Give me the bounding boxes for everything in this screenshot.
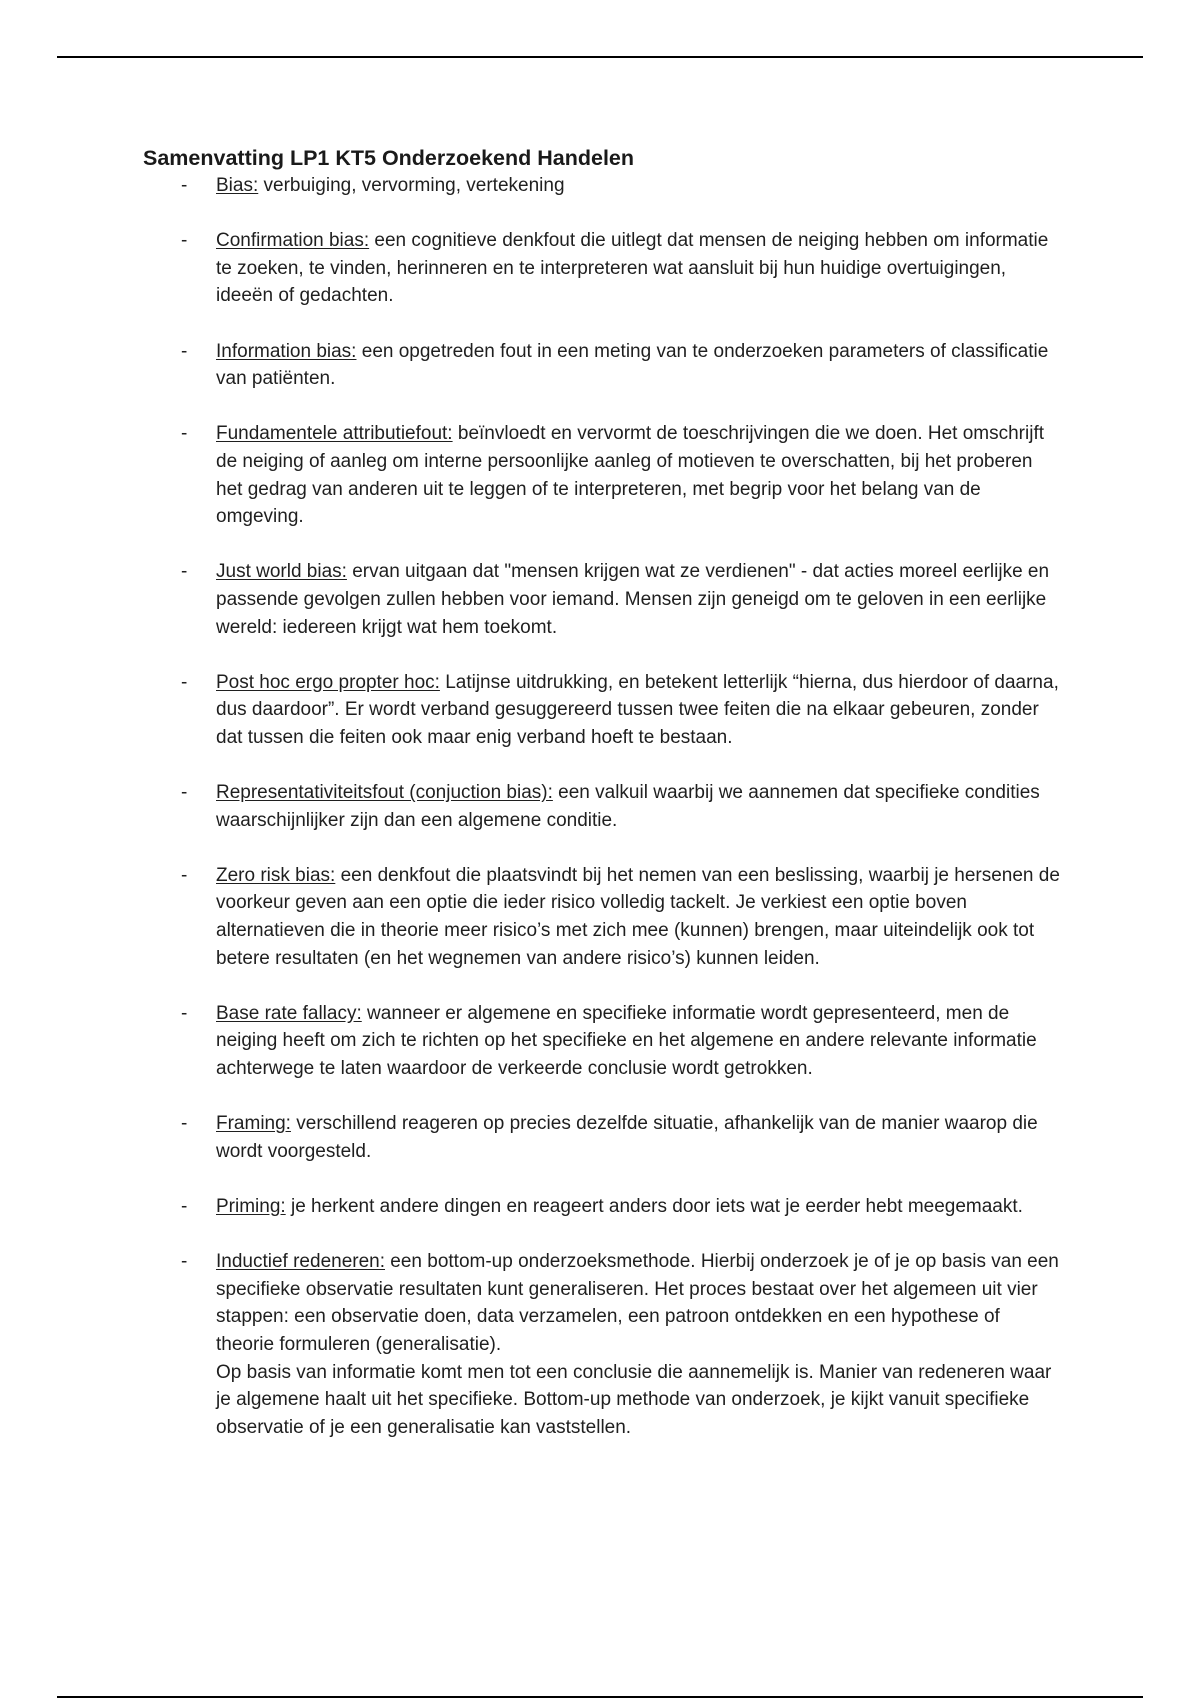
item-text: een denkfout die plaatsvindt bij het nemen van een beslissing, waarbij je hersenen de voorkeur geven aan een optie die ieder risico volledig tackelt. Je verkiest een optie boven alternatieven die in theorie meer risico’s met zich mee (kunnen) brengen, maar uiteindelijk ook tot betere resultaten (en het wegnemen van andere risico’s) kunnen leiden. bbox=[216, 864, 1060, 969]
item-term: Zero risk bias: bbox=[216, 864, 336, 886]
item-term: Post hoc ergo propter hoc: bbox=[216, 671, 440, 693]
list-item bbox=[143, 1193, 1063, 1221]
list-item bbox=[143, 227, 1063, 310]
item-text: je herkent andere dingen en reageert anders door iets wat je eerder hebt meegemaakt. bbox=[285, 1195, 1023, 1217]
list-item bbox=[143, 420, 1063, 530]
item-term: Framing: bbox=[216, 1113, 291, 1135]
list-item bbox=[143, 558, 1063, 641]
list-item bbox=[143, 779, 1063, 834]
item-text: ervan uitgaan dat "mensen krijgen wat ze verdienen" - dat acties moreel eerlijke en passende gevolgen zullen hebben voor iemand. Mensen zijn geneigd om te geloven in een eerlijke wereld: iedereen krijgt wat hem toekomt. bbox=[216, 561, 1050, 638]
page-bottom-rule bbox=[57, 1696, 1143, 1698]
bullet-dash: - bbox=[181, 671, 188, 693]
bullet-dash: - bbox=[181, 864, 188, 886]
bullet-dash: - bbox=[181, 1251, 188, 1273]
list-item bbox=[143, 862, 1063, 972]
bullet-dash: - bbox=[181, 1002, 188, 1024]
item-text: een cognitieve denkfout die uitlegt dat mensen de neiging hebben om informatie te zoeken, te vinden, herinneren en te interpreteren wat aansluit bij hun huidige overtuigingen, ideeën of gedachten. bbox=[216, 230, 1049, 307]
item-text: beïnvloedt en vervormt de toeschrijvingen die we doen. Het omschrijft de neiging of aanleg om interne persoonlijke aanleg of motieven te overschatten, bij het proberen het gedrag van anderen uit te leggen of te interpreteren, met begrip voor het belang van de omgeving. bbox=[216, 423, 1045, 528]
item-text: wanneer er algemene en specifieke informatie wordt gepresenteerd, men de neiging heeft om zich te richten op het specifieke en het algemene en andere relevante informatie achterwege te laten waardoor de verkeerde conclusie wordt getrokken. bbox=[216, 1002, 1037, 1079]
document-title: Samenvatting LP1 KT5 Onderzoekend Handelen bbox=[143, 146, 635, 170]
bullet-dash: - bbox=[181, 340, 188, 362]
item-text: een valkuil waarbij we aannemen dat specifieke condities waarschijnlijker zijn dan een algemene conditie. bbox=[216, 782, 1040, 831]
item-text: een opgetreden fout in een meting van te onderzoeken parameters of classificatie van patiënten. bbox=[216, 340, 1049, 390]
item-term: Just world bias: bbox=[216, 561, 347, 583]
bullet-dash: - bbox=[181, 175, 188, 196]
list-item bbox=[143, 172, 1063, 200]
item-term: Base rate fallacy: bbox=[216, 1002, 362, 1024]
list-item bbox=[143, 669, 1063, 752]
item-term: Fundamentele attributiefout: bbox=[216, 423, 453, 445]
definition-list bbox=[143, 172, 1063, 1441]
item-term: Bias: bbox=[216, 175, 259, 196]
item-extra-text: Op basis van informatie komt men tot een conclusie die aannemelijk is. Manier van redeneren waar je algemene haalt uit het specifieke. Bottom-up methode van onderzoek, je kijkt vanuit specifieke observatie of je een generalisatie kan vaststellen. bbox=[216, 1361, 1052, 1438]
item-text: verschillend reageren op precies dezelfde situatie, afhankelijk van de manier waarop die wordt voorgesteld. bbox=[216, 1113, 1038, 1162]
item-term: Priming: bbox=[216, 1195, 286, 1217]
list-item bbox=[143, 1248, 1063, 1441]
item-term: Information bias: bbox=[216, 340, 357, 362]
item-term: Confirmation bias: bbox=[216, 230, 370, 252]
bullet-dash: - bbox=[181, 1113, 188, 1135]
item-term: Inductief redeneren: bbox=[216, 1251, 386, 1273]
document-body bbox=[143, 144, 1063, 1469]
item-text: een bottom-up onderzoeksmethode. Hierbij onderzoek je of je op basis van een specifieke observatie resultaten kunt generaliseren. Het proces bestaat over het algemeen uit vier stappen: een observatie doen, data verzamelen, een patroon ontdekken en een hypothese of theorie formuleren (generalisatie). bbox=[216, 1251, 1059, 1355]
bullet-dash: - bbox=[181, 230, 188, 252]
list-item bbox=[143, 1110, 1063, 1165]
list-item bbox=[143, 338, 1063, 393]
item-text: Latijnse uitdrukking, en betekent letterlijk “hierna, dus hierdoor of daarna, dus daardoor”. Er wordt verband gesuggereerd tussen twee feiten die na elkaar gebeuren, zonder dat tussen die feiten ook maar enig verband hoeft te bestaan. bbox=[216, 671, 1059, 748]
bullet-dash: - bbox=[181, 1195, 188, 1217]
page-top-rule bbox=[57, 56, 1143, 58]
bullet-dash: - bbox=[181, 782, 188, 804]
bullet-dash: - bbox=[181, 561, 188, 583]
list-item bbox=[143, 1000, 1063, 1083]
bullet-dash: - bbox=[181, 423, 188, 445]
item-text: verbuiging, vervorming, vertekening bbox=[258, 175, 565, 196]
item-term: Representativiteitsfout (conjuction bias): bbox=[216, 782, 553, 804]
